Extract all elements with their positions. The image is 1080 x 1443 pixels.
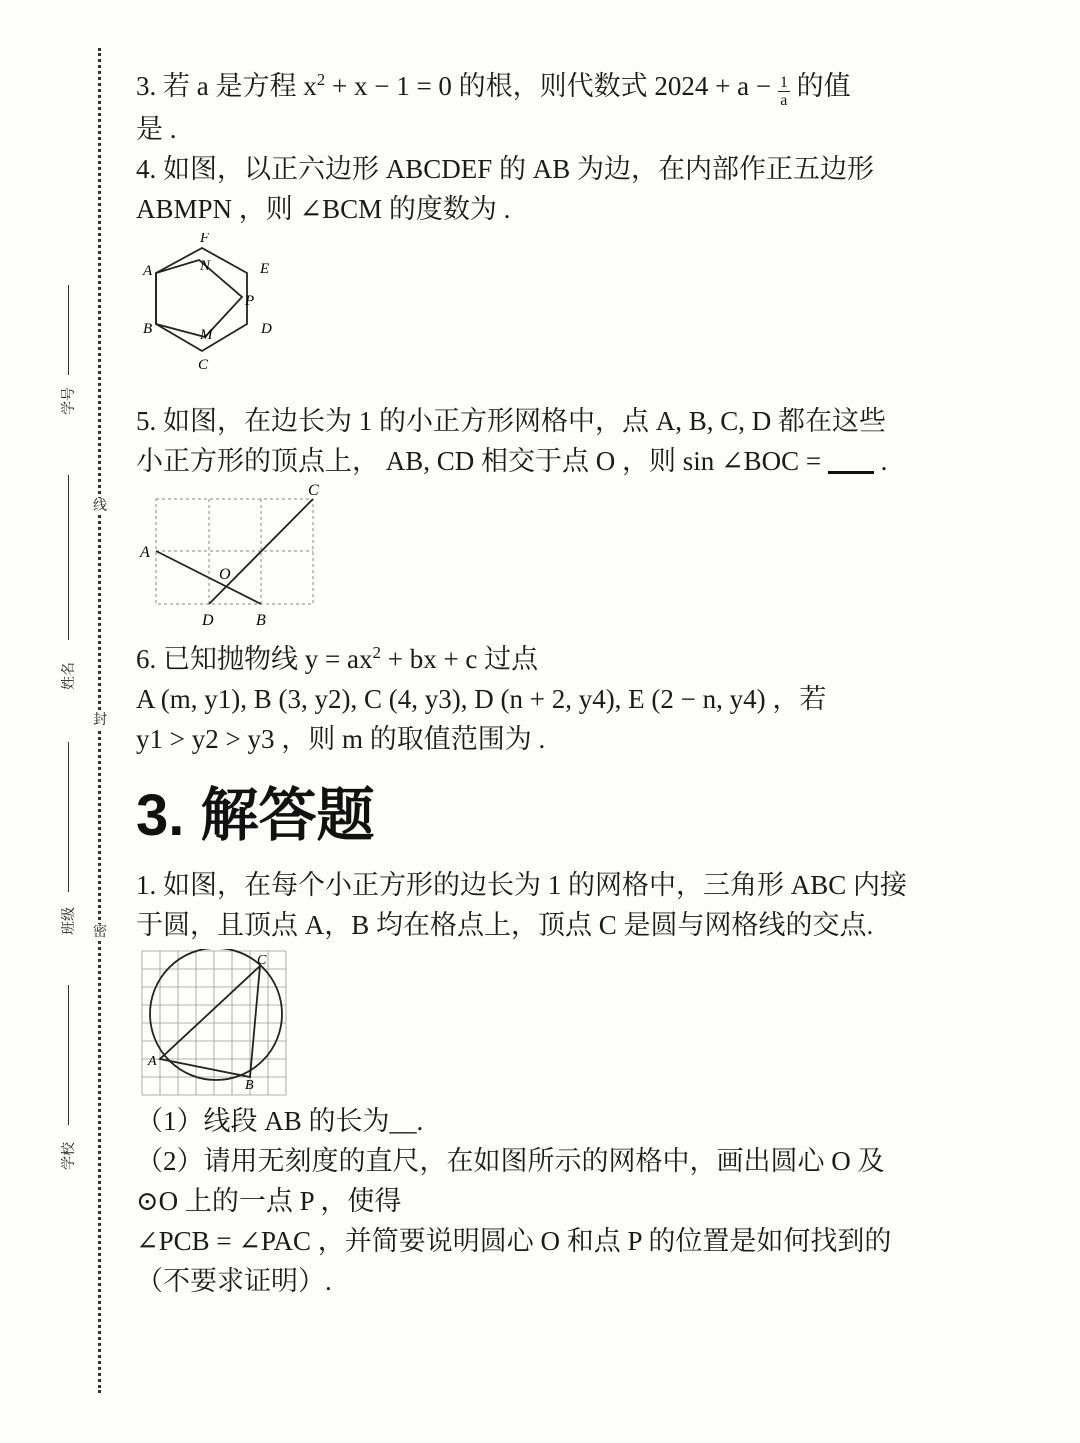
class-line: [68, 742, 69, 892]
exam-content: [136, 66, 966, 1301]
dashed-grid: [156, 499, 313, 604]
question-6-line3: y1 > y2 > y3 ，则 m 的取值范围为 .: [136, 724, 546, 754]
name-line: [68, 475, 69, 640]
label-P: P: [245, 293, 255, 309]
binding-margin: [0, 0, 130, 1443]
label-D: D: [261, 321, 272, 337]
label-A: A: [143, 263, 153, 279]
question-5-line2: 小正方形的顶点上， AB, CD 相交于点 O ，则 sin ∠BOC = .: [136, 446, 888, 476]
label-O: O: [219, 566, 231, 583]
label-D: D: [202, 612, 214, 629]
question-5-line1: 5. 如图，在边长为 1 的小正方形网格中，点 A, B, C, D 都在这些: [136, 406, 887, 436]
answer-1-part2-line1: （2）请用无刻度的直尺，在如图所示的网格中，画出圆心 O 及: [136, 1146, 885, 1176]
label-F: F: [200, 233, 210, 246]
student-id-label: 学号: [61, 387, 77, 415]
seal-word-line: 线: [93, 498, 107, 514]
school-label: 学校: [61, 1142, 77, 1170]
answer-1-part2-line3: ∠PCB = ∠PAC ，并简要说明圆心 O 和点 P 的位置是如何找到的: [136, 1226, 892, 1256]
label-C: C: [308, 483, 319, 499]
label-E: E: [260, 261, 270, 277]
answer-1-line1: 1. 如图，在每个小正方形的边长为 1 的网格中，三角形 ABC 内接: [136, 870, 908, 900]
question-4-line2: ABMPN ，则 ∠BCM 的度数为 .: [136, 194, 511, 224]
label-B: B: [143, 321, 153, 337]
label-C: C: [257, 953, 267, 968]
question-3-line2: 是 .: [136, 114, 177, 144]
question-6-line2: A (m, y1), B (3, y2), C (4, y3), D (n + 2, y4), E (2 − n, y4) ，若: [136, 684, 827, 714]
fraction-1-over-a: $\frac{1}{a}$: [779, 74, 788, 109]
triangle-ABC: [160, 966, 260, 1077]
label-M: M: [200, 327, 213, 343]
label-C: C: [198, 357, 209, 373]
seal-word-secret: 密: [93, 924, 107, 940]
label-A: A: [140, 544, 150, 561]
name-label: 姓名: [61, 662, 77, 690]
school-line: [68, 985, 69, 1125]
answer-1-line2: 于圆，且顶点 A，B 均在格点上，顶点 C 是圆与网格线的交点.: [136, 910, 874, 940]
answer-blank: [828, 449, 874, 474]
grid-figure-q5: [136, 483, 336, 631]
class-label: 班级: [61, 907, 77, 935]
question-4-line1: 4. 如图，以正六边形 ABCDEF 的 AB 为边，在内部作正五边形: [136, 154, 875, 184]
answer-1-part2-line4: （不要求证明）.: [136, 1266, 332, 1296]
label-B: B: [245, 1078, 254, 1093]
label-N: N: [200, 258, 211, 274]
regular-pentagon: [156, 260, 242, 337]
seal-word-seal: 封: [93, 712, 107, 728]
label-A: A: [148, 1054, 157, 1069]
section-title: 3. 解答题: [136, 783, 375, 848]
question-6-line1: 6. 已知抛物线 $y = ax^2$ + bx + c 过点: [136, 643, 539, 674]
answer-1-part1: （1）线段 AB 的长为__.: [136, 1106, 424, 1136]
hexagon-pentagon-figure: [138, 233, 288, 383]
answer-1-part2-line2: ⊙O 上的一点 P ，使得: [136, 1186, 402, 1216]
circle-grid-figure: [140, 949, 290, 1099]
label-B: B: [256, 612, 266, 629]
question-3-line1: 3. 若 a 是方程 $x^2 + x - 1 = 0$ 的根，则代数式 2024 + a − $\frac{1}{a}$ 的值: [136, 70, 851, 109]
student-id-line: [68, 285, 69, 375]
